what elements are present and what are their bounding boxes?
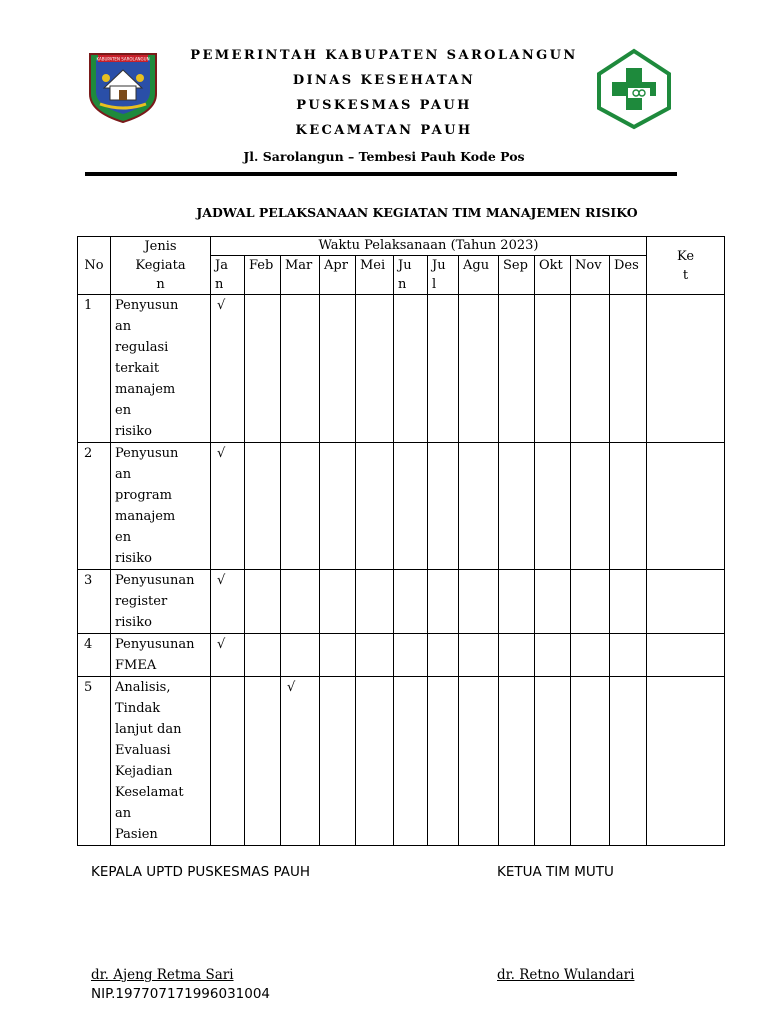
activity-line: Penyusunan (115, 637, 195, 652)
month-header (211, 256, 245, 295)
month-header (245, 256, 281, 295)
month-cell (211, 443, 245, 570)
keterangan-cell (647, 634, 725, 677)
activity-line: en (115, 530, 132, 545)
month-label-line: Nov (575, 258, 602, 273)
month-cell (571, 295, 610, 443)
activity-line: Tindak (115, 701, 161, 716)
signature-right-name: dr. Retno Wulandari (497, 967, 635, 983)
month-label-line: Apr (324, 258, 348, 273)
month-header (356, 256, 394, 295)
header-jenis-line: Jenis (144, 239, 177, 254)
check-mark-icon: √ (217, 573, 226, 588)
month-header (320, 256, 356, 295)
header-divider (85, 172, 677, 176)
month-cell (320, 295, 356, 443)
signature-left-title: KEPALA UPTD PUSKESMAS PAUH (91, 864, 311, 880)
month-cell (459, 570, 499, 634)
signature-left-nip: NIP.197707171996031004 (91, 986, 271, 1002)
month-cell (499, 677, 535, 846)
header-jenis-line: n (156, 277, 165, 292)
month-cell (571, 634, 610, 677)
header-ket-line: t (682, 267, 689, 283)
month-cell (571, 677, 610, 846)
month-cell (610, 634, 647, 677)
keterangan-cell (647, 295, 725, 443)
month-cell (320, 634, 356, 677)
month-cell (245, 677, 281, 846)
check-mark-icon: √ (287, 680, 296, 695)
row-number: 3 (78, 570, 111, 634)
activity-name (111, 634, 211, 677)
month-cell (535, 677, 571, 846)
month-header (428, 256, 459, 295)
activity-line: register (115, 594, 168, 609)
activity-name (111, 295, 211, 443)
activity-line: terkait (115, 361, 160, 376)
svg-text:KABUPATEN SAROLANGUN: KABUPATEN SAROLANGUN (96, 56, 150, 62)
check-mark-icon: √ (217, 446, 226, 461)
month-label-line: Agu (463, 258, 490, 273)
month-cell (459, 295, 499, 443)
month-cell (428, 295, 459, 443)
month-cell (356, 634, 394, 677)
activity-line: manajem (115, 509, 176, 524)
check-mark-icon: √ (217, 298, 226, 313)
header-government: PEMERINTAH KABUPATEN SAROLANGUN (190, 48, 578, 63)
month-cell (535, 295, 571, 443)
activity-line: Keselamat (115, 785, 184, 800)
month-label-line: Sep (503, 258, 528, 273)
activity-line: risiko (115, 551, 152, 566)
month-cell (428, 677, 459, 846)
month-cell (394, 295, 428, 443)
month-header (535, 256, 571, 295)
header-jenis-line: Kegiata (135, 258, 186, 273)
month-cell (320, 677, 356, 846)
month-header (610, 256, 647, 295)
month-label-line: Feb (249, 258, 274, 273)
table-row (78, 295, 725, 443)
month-header (459, 256, 499, 295)
header-waktu-pelaksanaan: Waktu Pelaksanaan (Tahun 2023) (211, 237, 647, 256)
keterangan-cell (647, 443, 725, 570)
activity-line: manajem (115, 382, 176, 397)
document-title: JADWAL PELAKSANAAN KEGIATAN TIM MANAJEMEN RISIKO (196, 205, 638, 220)
month-cell (356, 570, 394, 634)
activity-name (111, 677, 211, 846)
month-cell (281, 634, 320, 677)
month-cell (211, 295, 245, 443)
activity-line: Evaluasi (115, 743, 171, 758)
month-cell (356, 443, 394, 570)
activity-line: an (115, 806, 132, 821)
header-ket-line: Ke (676, 248, 695, 264)
month-cell (394, 570, 428, 634)
signature-right-title: KETUA TIM MUTU (497, 864, 614, 880)
month-label-line: Ju (398, 258, 412, 273)
month-cell (356, 677, 394, 846)
header-department: DINAS KESEHATAN (292, 73, 476, 88)
month-label-line: n (215, 277, 224, 292)
month-cell (610, 677, 647, 846)
check-mark-icon: √ (217, 637, 226, 652)
activity-line: lanjut dan (115, 722, 182, 737)
table-row (78, 570, 725, 634)
activity-line: risiko (115, 615, 152, 630)
month-cell (499, 570, 535, 634)
month-cell (571, 443, 610, 570)
activity-line: FMEA (115, 658, 157, 673)
keterangan-cell (647, 570, 725, 634)
month-cell (211, 677, 245, 846)
month-cell (281, 570, 320, 634)
month-cell (459, 677, 499, 846)
month-cell (499, 634, 535, 677)
activity-line: Penyusunan (115, 573, 195, 588)
month-header (499, 256, 535, 295)
month-cell (211, 570, 245, 634)
keterangan-cell (647, 677, 725, 846)
month-cell (610, 295, 647, 443)
table-row (78, 634, 725, 677)
month-label-line: Mar (285, 258, 313, 273)
activity-line: Analisis, (115, 680, 171, 695)
month-cell (245, 295, 281, 443)
month-label-line: n (398, 277, 407, 292)
header-keterangan (647, 237, 725, 295)
signature-left-name: dr. Ajeng Retma Sari (91, 967, 234, 983)
header-address: Jl. Sarolangun – Tembesi Pauh Kode Pos (243, 149, 525, 164)
month-cell (320, 570, 356, 634)
month-cell (499, 295, 535, 443)
activity-line: Kejadian (115, 764, 173, 779)
month-cell (245, 570, 281, 634)
month-label-line: Des (614, 258, 639, 273)
month-cell (281, 443, 320, 570)
row-number: 4 (78, 634, 111, 677)
schedule-table (77, 236, 725, 846)
header-district: KECAMATAN PAUH (295, 123, 473, 138)
month-cell (245, 443, 281, 570)
month-label-line: Ja (215, 258, 228, 273)
month-cell (320, 443, 356, 570)
row-number: 1 (78, 295, 111, 443)
month-cell (499, 443, 535, 570)
month-cell (394, 443, 428, 570)
table-row (78, 443, 725, 570)
month-cell (535, 570, 571, 634)
month-cell (356, 295, 394, 443)
header-no: No (78, 237, 111, 295)
month-cell (281, 295, 320, 443)
header-jenis-kegiatan (111, 237, 211, 295)
month-header (571, 256, 610, 295)
activity-name (111, 443, 211, 570)
row-number: 2 (78, 443, 111, 570)
month-cell (428, 570, 459, 634)
month-header (394, 256, 428, 295)
puskesmas-logo (596, 48, 672, 130)
month-label-line: Ju (432, 258, 446, 273)
month-cell (394, 634, 428, 677)
activity-name (111, 570, 211, 634)
month-cell (281, 677, 320, 846)
activity-line: an (115, 319, 132, 334)
month-cell (394, 677, 428, 846)
month-label-line: Okt (539, 258, 563, 273)
row-number: 5 (78, 677, 111, 846)
activity-line: Penyusun (115, 446, 179, 461)
month-cell (535, 634, 571, 677)
month-cell (610, 570, 647, 634)
month-cell (428, 443, 459, 570)
month-cell (428, 634, 459, 677)
activity-line: risiko (115, 424, 152, 439)
activity-line: en (115, 403, 132, 418)
activity-line: regulasi (115, 340, 169, 355)
table-row (78, 677, 725, 846)
month-cell (571, 570, 610, 634)
month-cell (211, 634, 245, 677)
month-cell (459, 443, 499, 570)
month-cell (610, 443, 647, 570)
month-cell (245, 634, 281, 677)
activity-line: an (115, 467, 132, 482)
month-header (281, 256, 320, 295)
month-label-line: Mei (360, 258, 386, 273)
month-cell (535, 443, 571, 570)
month-label-line: l (432, 277, 437, 292)
activity-line: Penyusun (115, 298, 179, 313)
activity-line: program (115, 488, 172, 503)
header-puskesmas: PUSKESMAS PAUH (296, 98, 472, 113)
month-cell (459, 634, 499, 677)
activity-line: Pasien (115, 827, 158, 842)
